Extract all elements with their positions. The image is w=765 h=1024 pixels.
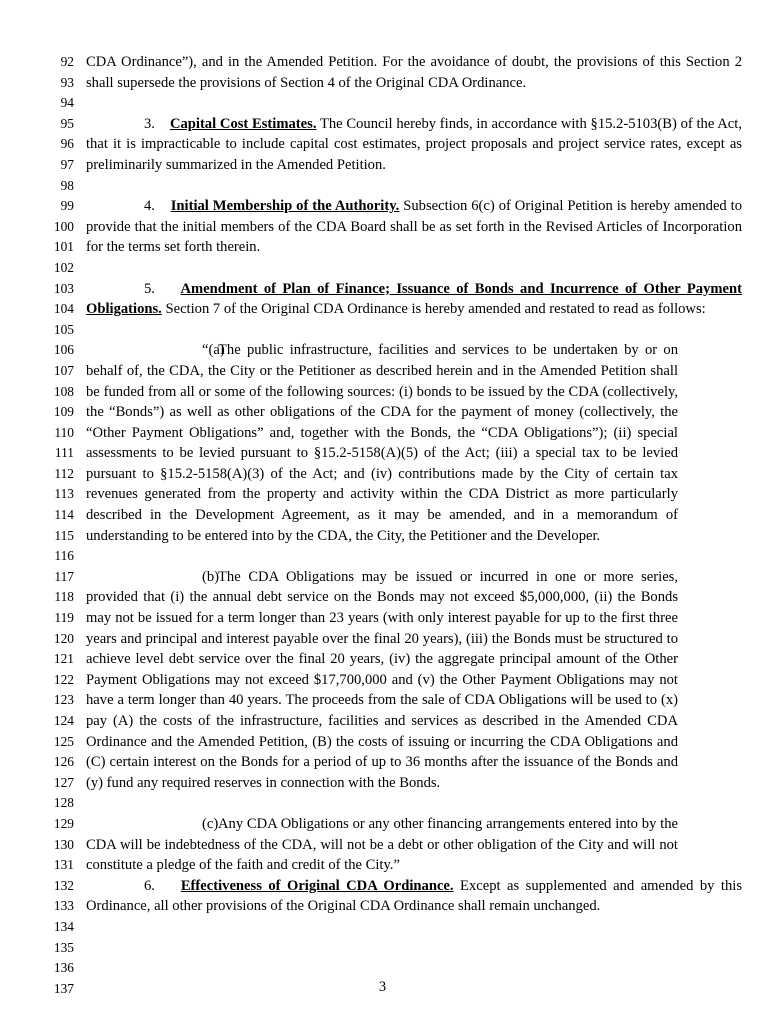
section-4: [86, 196, 742, 258]
blank-line: [86, 320, 742, 341]
line-number: 122: [53, 671, 74, 687]
paragraph-continuation: CDA Ordinance”), and in the Amended Petition. For the avoidance of doubt, the provisions of this Section 2 shall supersede the provisions of Section 4 of the Original CDA Ordinance.: [86, 54, 742, 91]
line-number: 120: [53, 630, 74, 646]
line-number: 100: [53, 218, 74, 234]
section-4-number: 4.: [144, 198, 155, 215]
subsection-c: [86, 814, 678, 876]
line-number: 114: [54, 507, 74, 523]
section-6-heading: Effectiveness of Original CDA Ordinance.: [180, 877, 454, 894]
section-6-number: 6.: [144, 877, 155, 894]
blank-line: [86, 258, 742, 279]
line-number: 102: [53, 259, 74, 275]
line-number-gutter: [28, 52, 74, 999]
line-number: 109: [53, 404, 74, 420]
line-number: 95: [60, 115, 74, 131]
blank-line: [86, 546, 742, 567]
section-3-text: The Council hereby finds, in accordance with §15.2-5103(B) of the Act, that it is impracticable to include capital cost estimates, project proposals and project service rates, except as preliminarily summarized in the Amended Petition.: [86, 115, 742, 173]
blank-line: [86, 176, 742, 197]
blank-line: [86, 793, 742, 814]
section-5-text: Section 7 of the Original CDA Ordinance is hereby amended and restated to read as follows:: [161, 301, 706, 318]
section-3-number: 3.: [144, 115, 155, 132]
section-6: [86, 876, 742, 917]
line-number: 96: [60, 136, 74, 152]
line-number: 118: [54, 589, 74, 605]
blank-line: [86, 93, 742, 114]
line-number: 123: [53, 692, 74, 708]
line-number: 133: [53, 898, 74, 914]
subsection-a-label: “(a): [202, 342, 225, 359]
subsection-b-label: (b): [202, 568, 220, 585]
section-4-heading: Initial Membership of the Authority.: [170, 198, 400, 215]
line-number: 116: [54, 548, 74, 564]
line-number: 126: [53, 754, 74, 770]
line-number: 136: [53, 960, 74, 976]
line-number: 112: [54, 465, 74, 481]
line-number: 127: [53, 774, 74, 790]
section-3-heading: Capital Cost Estimates.: [169, 115, 317, 132]
line-number: 99: [60, 198, 74, 214]
line-number: 92: [60, 54, 74, 69]
line-number: 124: [53, 713, 74, 728]
line-number: 130: [53, 836, 74, 852]
line-number: 111: [54, 445, 74, 461]
line-number: 135: [53, 939, 74, 955]
subsection-b-text: The CDA Obligations may be issued or incurred in one or more series, provided that (i) the annual debt service on the Bonds may not exceed $5,000,000, (ii) the Bonds may not be issued for a term longer than 23 years (with only interest payable for up to the first three years and principal and interest payable over the final 20 years), (iii) the Bonds must be structured to achieve level debt service over the final 20 years, (iv) the aggregate principal amount of the Other Payment Obligations may not exceed $17,700,000 and (v) the Other Payment Obligations may not have a term longer than 40 years. The proceeds from the sale of CDA Obligations will be used to (x) pay (A) the costs of the infrastructure, facilities and services as described in the Amended CDA Ordinance and the Amended Petition, (B) the costs of issuing or incurring the CDA Obligations and (C) certain interest on the Bonds for a period of up to 36 months after the issuance of the Bonds and (y) fund any required reserves in connection with the Bonds.: [86, 568, 678, 791]
section-5-heading: Amendment of Plan of Finance; Issuance of Bonds and Incurrence of Other Payment Obligations.: [86, 280, 742, 318]
line-number: 119: [54, 610, 74, 626]
document-body: [28, 52, 743, 996]
section-5-number: 5.: [144, 280, 155, 297]
line-number: 134: [53, 918, 74, 934]
line-number: 101: [53, 239, 74, 255]
line-number: 98: [60, 177, 74, 193]
document-content: [86, 52, 742, 917]
line-number: 105: [53, 321, 74, 337]
line-number: 137: [53, 980, 74, 996]
line-number: 104: [53, 301, 74, 317]
section-5: [86, 279, 742, 320]
subsection-a: [86, 340, 678, 546]
line-number: 93: [60, 74, 74, 90]
section-6-text: Except as supplemented and amended by this Ordinance, all other provisions of the Original CDA Ordinance shall remain unchanged.: [86, 877, 742, 915]
line-number: 115: [54, 527, 74, 543]
section-3: [86, 114, 742, 176]
line-number: 103: [53, 280, 74, 296]
subsection-c-text: Any CDA Obligations or any other financing arrangements entered into by the CDA will be indebtedness of the CDA, will not be a debt or other obligation of the City and will not constitute a pledge of the faith and credit of the City.”: [86, 815, 678, 874]
line-number: 132: [53, 877, 74, 893]
line-number: 113: [54, 486, 74, 502]
page-number: 3: [378, 979, 387, 995]
line-number: 125: [53, 733, 74, 749]
line-number: 107: [53, 362, 74, 378]
subsection-b: [86, 567, 678, 794]
subsection-a-text: The public infrastructure, facilities and services to be undertaken by or on behalf of, the CDA, the City or the Petitioner as described herein and in the Amended Petition shall be funded from all or some of the following sources: (i) bonds to be issued by the CDA (collectively, the “Bonds”) as well as other obligations of the CDA for the payment of money (collectively, the “Other Payment Obligations” and, together with the Bonds, the “CDA Obligations”); (ii) special assessments to be levied pursuant to §15.2-5158(A)(5) of the Act; (iii) a special tax to be levied pursuant to §15.2-5158(A)(3) of the Act; and (iv) contributions made by the City of certain tax revenues generated from the property and activity within the CDA District as more particularly described in the Development Agreement, as it may be amended, and in a memorandum of understanding to be entered into by the CDA, the City, the Petitioner and the Developer.: [86, 342, 678, 544]
line-number: 108: [53, 383, 74, 399]
line-number: 128: [53, 795, 74, 811]
line-number: 94: [60, 95, 74, 111]
line-number: 121: [53, 651, 74, 667]
line-number: 117: [54, 568, 74, 584]
subsection-c-label: (c): [202, 815, 219, 832]
line-number: 106: [53, 342, 74, 358]
line-number: 131: [53, 857, 74, 873]
line-number: 129: [53, 815, 74, 831]
line-number: 97: [60, 156, 74, 172]
section-4-text: Subsection 6(c) of Original Petition is hereby amended to provide that the initial members of the CDA Board shall be as set forth in the Revised Articles of Incorporation for the terms set forth therein.: [86, 198, 743, 256]
line-number: 110: [54, 424, 74, 440]
